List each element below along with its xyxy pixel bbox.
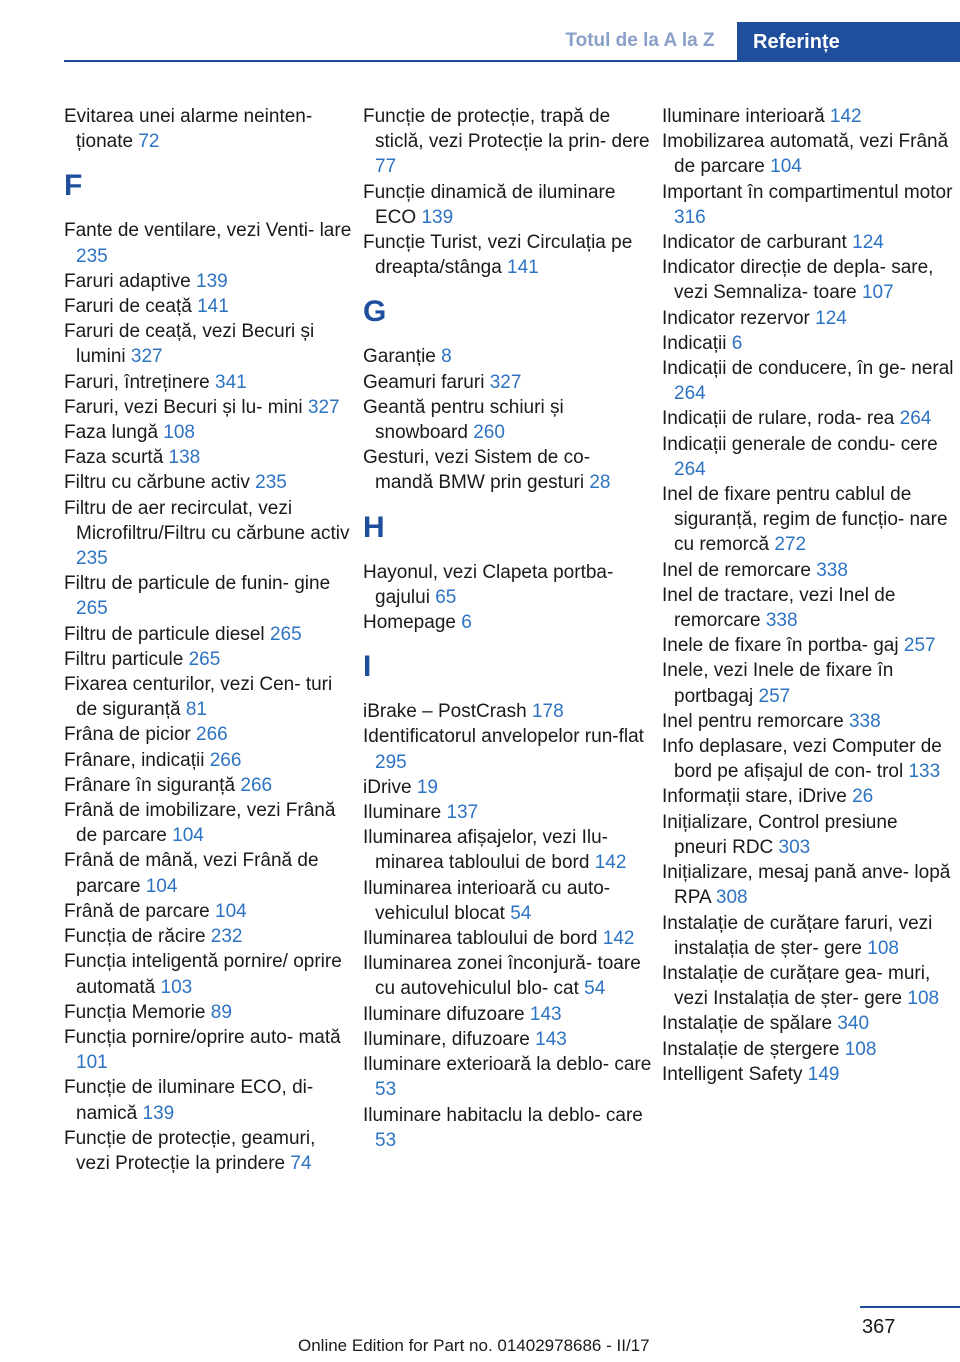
page-number: 367 [862, 1316, 896, 1338]
index-page-link[interactable]: 257 [758, 685, 791, 707]
index-entry-term: Funcția de răcire [64, 926, 206, 948]
index-page-link[interactable]: 266 [196, 724, 228, 746]
index-page-link[interactable]: 303 [778, 836, 811, 858]
index-page-link[interactable]: 77 [375, 156, 397, 178]
index-entry [64, 218, 354, 268]
index-entry-term: Frână de mână, vezi Frână de parcare [64, 850, 319, 897]
index-entry [662, 558, 954, 583]
index-entry-term: Evitarea unei alarme neinten‐ ționate [64, 106, 313, 153]
index-page-link[interactable]: 235 [255, 472, 287, 494]
index-entry [64, 104, 354, 154]
index-entry [64, 949, 354, 999]
index-entry [662, 331, 954, 356]
index-entry [662, 1062, 954, 1087]
index-entry [363, 1052, 653, 1102]
index-entry [662, 104, 954, 129]
index-entry [363, 699, 653, 724]
index-page-link[interactable]: 141 [507, 257, 539, 279]
index-entry-term: Faruri adaptive [64, 270, 191, 292]
index-entry [662, 306, 954, 331]
index-entry-term: Funcția Memorie [64, 1001, 206, 1023]
index-entry-term: Frânare în siguranță [64, 774, 236, 796]
index-entry [662, 406, 954, 431]
index-page-link[interactable]: 264 [674, 458, 706, 480]
index-entry-term: Important în compartimentul motor [662, 181, 953, 203]
index-entry [64, 773, 354, 798]
index-page-link[interactable]: 143 [529, 1003, 562, 1025]
index-entry [662, 432, 954, 482]
index-entry-term: Faruri de ceață [64, 296, 192, 318]
index-page-link[interactable]: 327 [130, 346, 163, 368]
index-entry [662, 860, 954, 910]
index-column-1 [64, 104, 354, 1176]
index-entry-term: Iluminarea afișajelor, vezi Ilu‐ minarea tabloului de bord [363, 827, 608, 874]
index-entry [363, 344, 653, 369]
index-entry-term: Funcția pornire/oprire auto‐ mată [64, 1026, 341, 1048]
index-page-link[interactable]: 124 [815, 307, 847, 329]
index-entry-term: Instalație de spălare [662, 1013, 833, 1035]
index-page-link[interactable]: 54 [584, 978, 606, 1000]
index-entry [363, 560, 653, 610]
index-page-link[interactable]: 28 [589, 472, 611, 494]
index-entry-term: Fixarea centurilor, vezi Cen‐ turi de siguranță [64, 674, 333, 721]
index-page-link[interactable]: 26 [852, 786, 874, 808]
index-entry-term: Info deplasare, vezi Computer de bord pe afișajul de con‐ trol [662, 736, 942, 783]
index-page-link[interactable]: 53 [375, 1079, 397, 1101]
index-page-link[interactable]: 89 [210, 1001, 232, 1023]
index-letter-heading: H [363, 510, 385, 544]
index-entry [662, 583, 954, 633]
index-page-link[interactable]: 265 [76, 598, 108, 620]
index-entry [64, 1126, 354, 1176]
index-entry [64, 1075, 354, 1125]
index-entry-term: Inele, vezi Inele de fixare în portbagaj [662, 660, 894, 707]
index-entry [363, 445, 653, 495]
index-entry [662, 633, 954, 658]
index-entry-term: Faza lungă [64, 422, 159, 444]
index-entry [363, 370, 653, 395]
index-page-link[interactable]: 235 [76, 245, 108, 267]
index-page-link[interactable]: 74 [290, 1152, 312, 1174]
index-entry-term: Iluminarea zonei înconjură‐ toare cu autovehiculul blo‐ cat [363, 953, 641, 1000]
index-entry-term: Informații stare, iDrive [662, 786, 847, 808]
index-entry [64, 470, 354, 495]
index-entry-term: Iluminare difuzoare [363, 1003, 525, 1025]
index-entry-term: Iluminarea interioară cu auto‐ vehiculul blocat [363, 877, 611, 924]
index-entry [662, 129, 954, 179]
index-page-link[interactable]: 139 [142, 1102, 175, 1124]
index-entry [64, 319, 354, 369]
index-entry [64, 445, 354, 470]
index-entry-term: Filtru de particule diesel [64, 623, 265, 645]
index-entry-term: Faruri, vezi Becuri și lu‐ mini [64, 396, 303, 418]
index-entry [363, 395, 653, 445]
index-page-link[interactable]: 72 [138, 131, 160, 153]
page-header [0, 0, 960, 62]
index-entry-term: Indicator direcție de depla‐ sare, vezi Semnaliza‐ toare [662, 257, 934, 304]
index-page-link[interactable]: 104 [770, 156, 802, 178]
index-page-link[interactable]: 295 [375, 751, 407, 773]
index-entry [64, 647, 354, 672]
index-entry [662, 1037, 954, 1062]
index-entry-term: Indicator de carburant [662, 232, 847, 254]
index-entry-term: Instalație de curățare gea‐ muri, vezi Instalația de șter‐ gere [662, 962, 931, 1010]
index-entry [363, 800, 653, 825]
index-entry-term: Indicații [662, 332, 727, 354]
index-entry-term: Identificatorul anvelopelor run-flat [363, 726, 644, 748]
index-page-link[interactable]: 54 [510, 902, 532, 924]
edition-note: Online Edition for Part no. 01402978686 - II/17 [298, 1336, 650, 1355]
index-page-link[interactable]: 108 [867, 937, 899, 959]
index-page-link[interactable]: 142 [594, 852, 627, 874]
index-entry-term: Faruri de ceață, vezi Becuri și lumini [64, 321, 315, 368]
index-entry [64, 672, 354, 722]
index-entry [64, 370, 354, 395]
index-entry-term: Imobilizarea automată, vezi Frână de parcare [662, 131, 949, 178]
index-page-link[interactable]: 257 [903, 635, 936, 657]
index-page-link[interactable]: 143 [535, 1028, 567, 1050]
index-page-link[interactable]: 107 [861, 282, 894, 304]
index-page-link[interactable]: 178 [531, 701, 564, 723]
index-entry-term: Instalație de ștergere [662, 1038, 840, 1060]
index-entry-term: Intelligent Safety [662, 1063, 803, 1085]
index-page-link[interactable]: 137 [446, 802, 479, 824]
index-entry-term: Inel de tractare, vezi Inel de remorcare [662, 584, 896, 632]
index-entry [363, 1002, 653, 1027]
index-entry [662, 658, 954, 708]
index-column-3 [662, 104, 954, 1087]
index-entry [363, 775, 653, 800]
index-entry [363, 724, 653, 774]
index-entry [363, 926, 653, 951]
index-entry [662, 482, 954, 558]
index-page-link[interactable]: 266 [240, 774, 273, 796]
index-page-link[interactable]: 260 [473, 422, 505, 444]
index-entry-term: Frânare, indicații [64, 749, 205, 771]
index-entry [662, 709, 954, 734]
index-column-2 [363, 104, 653, 1153]
index-entry-term: Filtru de aer recirculat, vezi Microfiltru/Filtru cu cărbune activ [64, 497, 350, 544]
index-letter-heading: I [363, 650, 372, 684]
index-entry [363, 951, 653, 1001]
index-entry [662, 356, 954, 406]
index-entry [662, 961, 954, 1011]
index-entry-term: Faza scurtă [64, 447, 164, 469]
index-entry-term: Gesturi, vezi Sistem de co‐ mandă BMW prin gesturi [363, 447, 591, 494]
index-entry-term: Homepage [363, 612, 456, 634]
index-page-link[interactable]: 149 [807, 1063, 840, 1085]
header-divider [64, 60, 960, 62]
index-entry-term: Geantă pentru schiuri și snowboard [363, 396, 564, 444]
index-page-link[interactable]: 235 [76, 548, 108, 570]
index-page-link[interactable]: 338 [816, 559, 848, 581]
index-entry-term: Filtru de particule de funin‐ gine [64, 573, 331, 595]
index-page-link[interactable]: 341 [215, 371, 247, 393]
index-entry-term: Indicații de rulare, roda‐ rea [662, 408, 895, 430]
index-entry-term: Funcție dinamică de iluminare ECO [363, 181, 616, 228]
index-entry-term: Filtru cu cărbune activ [64, 472, 250, 494]
index-entry [662, 230, 954, 255]
index-entry [662, 911, 954, 961]
index-entry [64, 722, 354, 747]
index-entry [64, 924, 354, 949]
index-entry [64, 294, 354, 319]
index-entry-term: Filtru particule [64, 648, 184, 670]
index-entry-term: Funcție Turist, vezi Circulația pe dreapta/stânga [363, 232, 633, 279]
index-page-link[interactable]: 133 [908, 761, 941, 783]
index-entry-term: Indicații de conducere, în ge‐ neral [662, 358, 954, 380]
index-entry-term: Funcție de protecție, trapă de sticlă, vezi Protecție la prin‐ dere [363, 106, 650, 153]
index-page-link[interactable]: 264 [674, 383, 706, 405]
index-entry-term: Iluminare exterioară la deblo‐ care [363, 1054, 652, 1076]
index-page-link[interactable]: 327 [489, 371, 522, 393]
index-entry-term: Funcție de iluminare ECO, di‐ namică [64, 1077, 314, 1124]
index-entry [662, 810, 954, 860]
index-entry-term: Iluminare [363, 802, 442, 824]
index-entry-term: Instalație de curățare faruri, vezi instalația de șter‐ gere [662, 912, 933, 959]
index-entry [64, 269, 354, 294]
index-letter-heading: G [363, 295, 387, 329]
index-page-link[interactable]: 338 [765, 610, 798, 632]
index-entry [662, 180, 954, 230]
index-page-link[interactable]: 327 [307, 396, 340, 418]
index-entry [363, 104, 653, 180]
index-entry-term: Inițializare, Control presiune pneuri RDC [662, 811, 898, 858]
index-entry-term: Frână de imobilizare, vezi Frână de parcare [64, 800, 336, 847]
index-page-link[interactable]: 19 [416, 776, 438, 798]
index-entry-term: Iluminare, difuzoare [363, 1028, 530, 1050]
index-page-link[interactable]: 108 [907, 988, 940, 1010]
footer-divider [860, 1306, 960, 1308]
index-page-link[interactable]: 65 [435, 586, 457, 608]
index-page-link[interactable]: 142 [602, 928, 635, 950]
index-page-link[interactable]: 272 [774, 534, 807, 556]
index-page-link[interactable]: 141 [197, 296, 229, 318]
index-entry [64, 1025, 354, 1075]
index-page-link[interactable]: 108 [163, 422, 195, 444]
index-entry-term: Funcția inteligentă pornire/ oprire automată [64, 951, 342, 998]
index-entry [662, 255, 954, 305]
index-letter-heading: F [64, 169, 83, 203]
index-entry [64, 496, 354, 572]
index-entry [363, 230, 653, 280]
index-entry [64, 571, 354, 621]
index-page-link[interactable]: 264 [899, 408, 932, 430]
index-page-link[interactable]: 142 [829, 106, 862, 127]
index-entry [363, 876, 653, 926]
index-entry [363, 1103, 653, 1153]
index-entry-term: Inițializare, mesaj pană anve‐ lopă RPA [662, 862, 951, 909]
index-entry [64, 622, 354, 647]
index-entry [662, 734, 954, 784]
index-page-link[interactable]: 340 [837, 1013, 870, 1035]
index-entry-term: Frâna de picior [64, 724, 191, 746]
index-entry-term: Iluminare interioară [662, 106, 825, 127]
chapter-tab[interactable]: Referințe [737, 22, 960, 62]
index-entry [363, 825, 653, 875]
index-entry [64, 420, 354, 445]
index-page-link[interactable]: 81 [185, 699, 207, 721]
index-entry [64, 395, 354, 420]
index-entry-term: Garanție [363, 346, 436, 368]
index-page-link[interactable]: 232 [210, 926, 243, 948]
index-page-link[interactable]: 308 [715, 887, 748, 909]
index-entry-term: Iluminare habitaclu la deblo‐ care [363, 1104, 643, 1126]
index-page-link[interactable]: 6 [731, 332, 743, 354]
index-entry-term: Geamuri faruri [363, 371, 485, 393]
index-page-link[interactable]: 6 [461, 612, 472, 634]
index-page-link[interactable]: 138 [168, 447, 201, 469]
index-entry [662, 1011, 954, 1036]
index-entry [64, 748, 354, 773]
index-entry [662, 784, 954, 809]
index-entry-term: Funcție de protecție, geamuri, vezi Protecție la prindere [64, 1127, 316, 1174]
index-page-link[interactable]: 104 [145, 875, 178, 897]
index-entry-term: Inel de fixare pentru cablul de siguranță, regim de funcțio‐ nare cu remorcă [662, 484, 948, 556]
index-entry-term: Hayonul, vezi Clapeta portba‐ gajului [363, 561, 614, 608]
index-entry-term: Faruri, întreținere [64, 371, 210, 393]
index-entry [363, 180, 653, 230]
index-page-link[interactable]: 266 [209, 749, 242, 771]
section-tab[interactable]: Totul de la A la Z [565, 30, 715, 51]
index-entry [363, 1027, 653, 1052]
index-entry [64, 899, 354, 924]
index-page-link[interactable]: 316 [674, 206, 706, 228]
index-entry-term: iBrake – PostCrash [363, 701, 527, 723]
index-page-link[interactable]: 124 [852, 232, 884, 254]
index-entry-term: Inel pentru remorcare [662, 710, 844, 732]
index-entry [64, 848, 354, 898]
index-entry [363, 610, 653, 635]
index-entry [64, 798, 354, 848]
index-entry-term: Inele de fixare în portba‐ gaj [662, 635, 899, 657]
index-page-link[interactable]: 53 [375, 1129, 397, 1151]
index-page-link[interactable]: 139 [196, 270, 228, 292]
index-entry [64, 1000, 354, 1025]
index-page-link[interactable]: 265 [188, 648, 221, 670]
index-page-link[interactable]: 265 [269, 623, 302, 645]
index-page-link[interactable]: 8 [441, 346, 452, 368]
index-page-link[interactable]: 103 [160, 976, 193, 998]
index-page-link[interactable]: 104 [172, 825, 204, 847]
index-entry-term: Frână de parcare [64, 900, 210, 922]
index-page-link[interactable]: 108 [844, 1038, 877, 1060]
index-page-link[interactable]: 338 [848, 710, 881, 732]
index-entry-term: Fante de ventilare, vezi Venti‐ lare [64, 220, 352, 242]
index-page-link[interactable]: 104 [215, 900, 247, 922]
index-page-link[interactable]: 139 [421, 206, 454, 228]
index-page-link[interactable]: 101 [76, 1052, 108, 1074]
index-entry-term: iDrive [363, 776, 412, 798]
index-entry-term: Iluminarea tabloului de bord [363, 928, 598, 950]
index-entry-term: Indicații generale de condu‐ cere [662, 433, 938, 455]
index-entry-term: Inel de remorcare [662, 559, 811, 581]
index-entry-term: Indicator rezervor [662, 307, 810, 329]
